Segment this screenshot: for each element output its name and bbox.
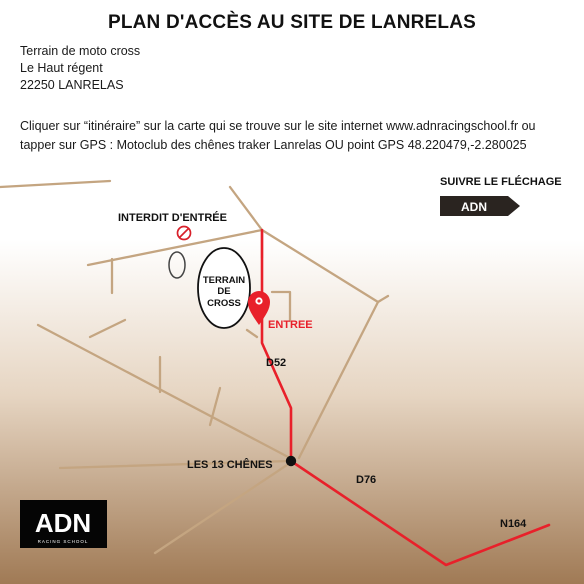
track-label-line-3: CROSS: [207, 298, 241, 309]
page-title: PLAN D'ACCÈS AU SITE DE LANRELAS: [107, 12, 477, 33]
address-line-2: Le Haut régent: [20, 61, 103, 75]
instructions-line-2: tapper sur GPS : Motoclub des chênes traker Lanrelas OU point GPS 48.220479,-2.280025: [20, 138, 527, 152]
forbidden-entry-label: INTERDIT D'ENTRÉE: [118, 212, 227, 224]
junction-label: LES 13 CHÊNES: [187, 459, 273, 471]
road-label-d76: D76: [356, 474, 377, 486]
entrance-label: ENTREE: [268, 319, 313, 331]
instructions-line-1: Cliquer sur “itinéraire” sur la carte qui se trouve sur le site internet www.adnracingschool.fr ou: [20, 119, 536, 133]
logo-subtitle: RACING SCHOOL: [37, 539, 89, 544]
follow-signs-label: SUIVRE LE FLÉCHAGE: [440, 176, 562, 188]
arrow-sign-text: ADN: [461, 200, 487, 214]
address-line-1: Terrain de moto cross: [20, 44, 141, 58]
logo-text: ADN: [34, 508, 92, 538]
address-line-3: 22250 LANRELAS: [20, 78, 124, 92]
track-label-line-1: TERRAIN: [202, 275, 246, 286]
road-label-n164: N164: [500, 518, 527, 530]
junction-marker: [286, 456, 296, 466]
track-label-line-2: DE: [217, 286, 231, 297]
road-label-d52: D52: [266, 357, 287, 369]
adn-logo: [20, 500, 107, 548]
